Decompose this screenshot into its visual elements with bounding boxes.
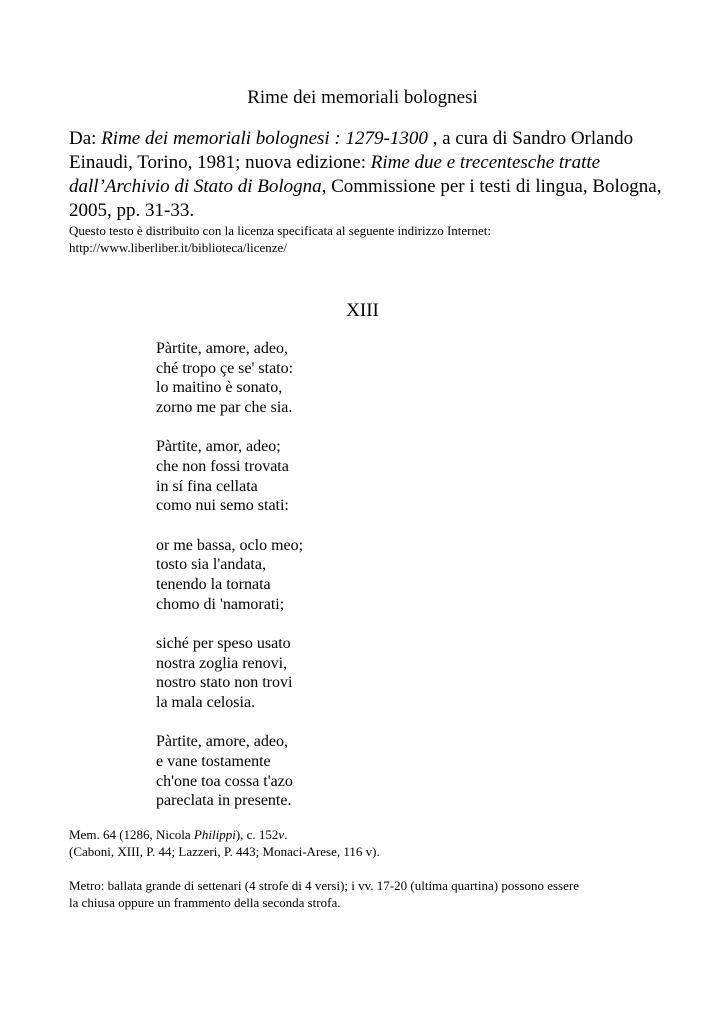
verse: Pàrtite, amore, adeo, bbox=[156, 733, 288, 751]
license-text: Questo testo è distribuito con la licenza specificata al seguente indirizzo Internet: bbox=[69, 223, 491, 238]
source-citation bbox=[69, 127, 669, 223]
source-lead: Da: bbox=[69, 128, 102, 149]
verse: or me bassa, oclo meo; bbox=[156, 536, 304, 554]
verse: zorno me par che sia. bbox=[156, 399, 293, 417]
verse: e vane tostamente bbox=[156, 752, 271, 770]
mem-verso: v bbox=[278, 827, 285, 842]
verse: ch'one toa cossa t'azo bbox=[156, 772, 293, 790]
stanza bbox=[156, 437, 456, 516]
manuscript-reference bbox=[69, 826, 699, 843]
mem-name: Philippi bbox=[193, 827, 236, 842]
stanza bbox=[156, 536, 456, 615]
verse: pareclata in presente. bbox=[156, 792, 292, 810]
source-editor: , a cura di Sandro Orlando Einaudi, Torino, 1981; nuova edizione: bbox=[69, 128, 634, 173]
license-url: http://www.liberliber.it/biblioteca/licenze/ bbox=[69, 240, 287, 255]
source-work-title: Rime dei memoriali bolognesi : 1279-1300 bbox=[101, 128, 428, 149]
verse: tosto sia l'andata, bbox=[156, 556, 266, 574]
verse: la mala celosia. bbox=[156, 694, 256, 712]
metro-note bbox=[69, 877, 699, 911]
verse: che non fossi trovata bbox=[156, 458, 289, 476]
verse: in sí fina cellata bbox=[156, 477, 258, 495]
metro-line: la chiusa oppure un frammento della seconda strofa. bbox=[69, 895, 341, 910]
stanza bbox=[156, 634, 456, 713]
stanza bbox=[156, 339, 456, 418]
editorial-notes bbox=[69, 826, 699, 911]
verse: nostra zoglia renovi, bbox=[156, 654, 288, 672]
metro-line: Metro: ballata grande di settenari (4 strofe di 4 versi); i vv. 17-20 (ultima quartina) possono essere bbox=[69, 878, 579, 893]
verse: Pàrtite, amor, adeo; bbox=[156, 438, 281, 456]
verse: como nui semo stati: bbox=[156, 497, 289, 515]
license-notice bbox=[69, 222, 689, 256]
verse: chomo di 'namorati; bbox=[156, 595, 285, 613]
source-publisher: , Commissione per i testi di lingua, Bologna, 2005, pp. 31-33. bbox=[69, 176, 662, 221]
bibliographic-references: (Caboni, XIII, P. 44; Lazzeri, P. 443; Monaci-Arese, 116 v). bbox=[69, 844, 380, 859]
mem-suffix: . bbox=[284, 827, 288, 842]
source-paragraph bbox=[69, 127, 669, 223]
verse: siché per speso usato bbox=[156, 634, 291, 652]
mem-prefix: Mem. 64 (1286, Nicola bbox=[69, 827, 194, 842]
verse: nostro stato non trovi bbox=[156, 674, 293, 692]
verse: ché tropo çe se' stato: bbox=[156, 359, 294, 377]
mem-middle: ), c. 152 bbox=[235, 827, 279, 842]
source-new-edition-title: Rime due e trecentesche tratte dall’Archivio di Stato di Bologna bbox=[69, 152, 601, 197]
stanza bbox=[156, 732, 456, 811]
poem-body bbox=[156, 339, 456, 831]
verse: lo maitino è sonato, bbox=[156, 379, 283, 397]
document-title: Rime dei memoriali bolognesi bbox=[247, 87, 478, 108]
verse: tenendo la tornata bbox=[156, 576, 271, 594]
verse: Pàrtite, amore, adeo, bbox=[156, 340, 288, 357]
poem-number: XIII bbox=[346, 300, 379, 321]
